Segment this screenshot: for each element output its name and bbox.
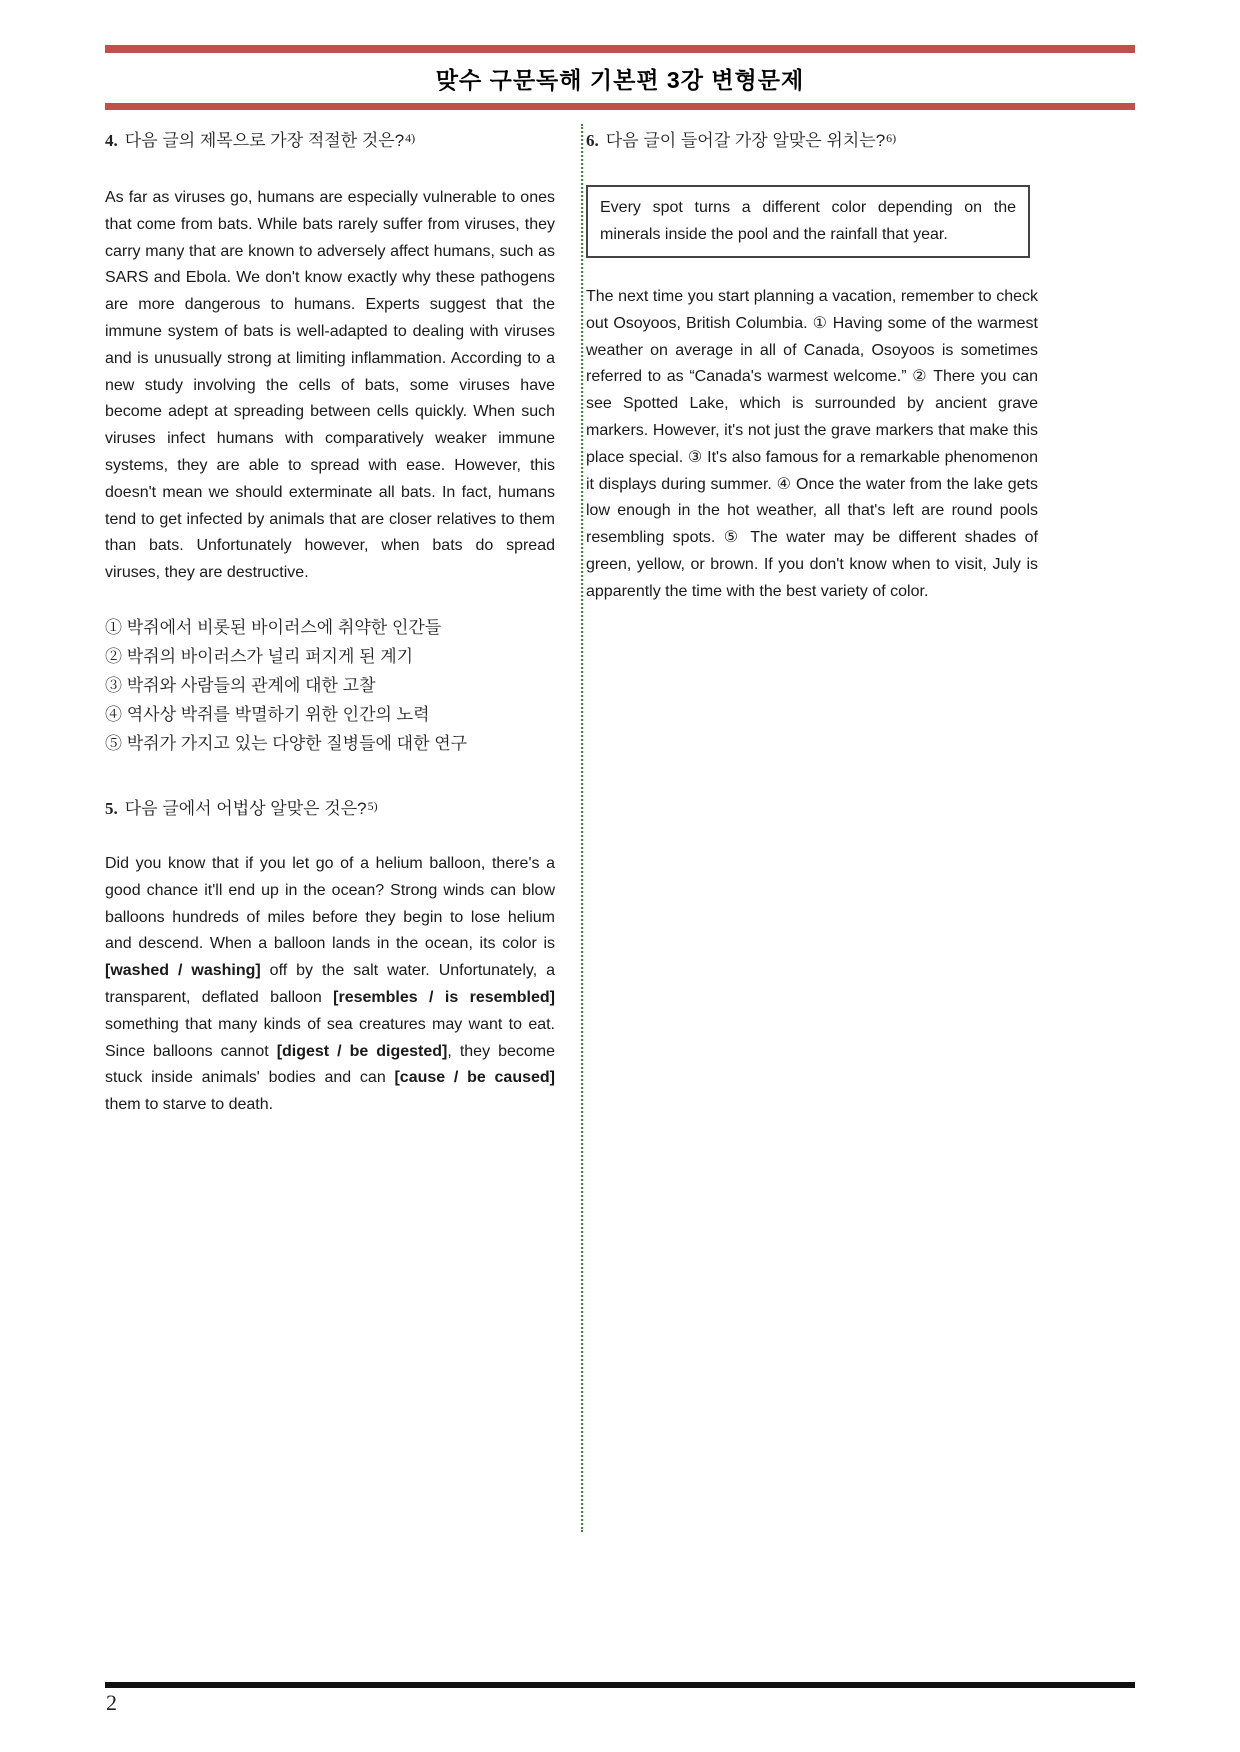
page-header bbox=[0, 0, 1240, 110]
passage-text: something that many kinds of sea creatures may want to eat. Since balloons cannot bbox=[105, 1015, 555, 1060]
column-divider bbox=[581, 124, 583, 1532]
header-rule-top bbox=[105, 45, 1135, 53]
grammar-choice-bold: [resembles / is resembled] bbox=[333, 988, 556, 1006]
passage-text: , they become stuck inside animals' bodies and can bbox=[105, 1042, 556, 1087]
question-4-number: 4. bbox=[105, 131, 118, 150]
question-5-number: 5. bbox=[105, 798, 118, 818]
passage-text: them to starve to death. bbox=[105, 1096, 274, 1114]
question-5-prompt: 다음 글에서 어법상 알맞은 것은? bbox=[124, 798, 367, 818]
passage-text: off by the salt water. Unfortunately, a transparent, deflated balloon bbox=[105, 962, 555, 1006]
question-6-prompt: 다음 글이 들어갈 가장 알맞은 위치는? bbox=[605, 131, 886, 150]
choice-option-1: ① 박쥐에서 비롯된 바이러스에 취약한 인간들 bbox=[105, 617, 442, 637]
grammar-choice-bold: [cause / be caused] bbox=[394, 1069, 555, 1087]
header-rule-bottom bbox=[105, 103, 1135, 110]
choice-option-2: ② 박쥐의 바이러스가 널리 퍼지게 된 계기 bbox=[105, 646, 414, 666]
right-column bbox=[586, 124, 1038, 1532]
question-6-passage: The next time you start planning a vacation, remember to check out Osoyoos, British Columbia. ① Having some of the warmest weather on average in all of Canada, Osoyoos is sometimes referred to as “Canada's warmest welcome.” ② There you can see Spotted Lake, which is surrounded by ancient grave markers. However, it's not just the grave markers that make this place special. ③ It's also famous for a remarkable phenomenon it displays during summer. ④ Once the water from the lake gets low enough in the hot weather, all that's left are round pools resembling spots. ⑤ The water may be different shades of green, yellow, or brown. If you don't know when to visit, July is apparently the time with the best variety of color. bbox=[586, 288, 1038, 600]
insertion-sentence-box: Every spot turns a different color depending on the minerals inside the pool and the rainfall that year. bbox=[586, 185, 1030, 258]
question-6-header bbox=[586, 128, 1038, 155]
two-column-layout bbox=[0, 124, 1240, 1532]
footer-rule bbox=[105, 1682, 1135, 1688]
choice-option-4: ④ 역사상 박쥐를 박멸하기 위한 인간의 노력 bbox=[105, 704, 430, 724]
question-4-prompt: 다음 글의 제목으로 가장 적절한 것은? bbox=[124, 131, 405, 150]
left-column bbox=[105, 124, 555, 1532]
question-4-header bbox=[105, 128, 555, 155]
choice-option-5: ⑤ 박쥐가 가지고 있는 다양한 질병들에 대한 연구 bbox=[105, 733, 468, 753]
page-title: 맞수 구문독해 기본편 3강 변형문제 bbox=[435, 67, 805, 93]
question-5-header bbox=[105, 796, 555, 823]
question-4-passage: As far as viruses go, humans are especially vulnerable to ones that come from bats. While bats rarely suffer from viruses, they carry many that are known to adversely affect humans, such as SARS and Ebola. We don't know exactly why these pathogens are more dangerous to humans. Experts suggest that the immune system of bats is well-adapted to dealing with viruses and is unusually strong at limiting inflammation. According to a new study involving the cells of bats, some viruses have become adept at spreading between cells quickly. When such viruses infect humans with comparatively weaker immune systems, they are able to spread with ease. However, this doesn't mean we should exterminate all bats. In fact, humans tend to get infected by animals that are closer relatives to them than bats. Unfortunately however, when bats do spread viruses, they are destructive. bbox=[105, 189, 555, 582]
question-4-choices bbox=[105, 613, 555, 758]
question-5-passage bbox=[105, 851, 555, 1119]
grammar-choice-bold: [digest / be digested] bbox=[276, 1042, 448, 1060]
question-6-footnote-ref: 6) bbox=[886, 131, 897, 145]
question-5-footnote-ref: 5) bbox=[367, 798, 378, 813]
passage-text: Did you know that if you let go of a helium balloon, there's a good chance it'll end up in the ocean? Strong winds can blow balloons hundreds of miles before they begin to lose helium and descend. When a balloon lands in the ocean, its color is bbox=[105, 854, 555, 953]
choice-option-3: ③ 박쥐와 사람들의 관계에 대한 고찰 bbox=[105, 675, 376, 695]
question-6-number: 6. bbox=[586, 131, 599, 150]
question-4-footnote-ref: 4) bbox=[405, 131, 416, 145]
page-number: 2 bbox=[106, 1690, 117, 1715]
grammar-choice-bold: [washed / washing] bbox=[105, 962, 261, 980]
